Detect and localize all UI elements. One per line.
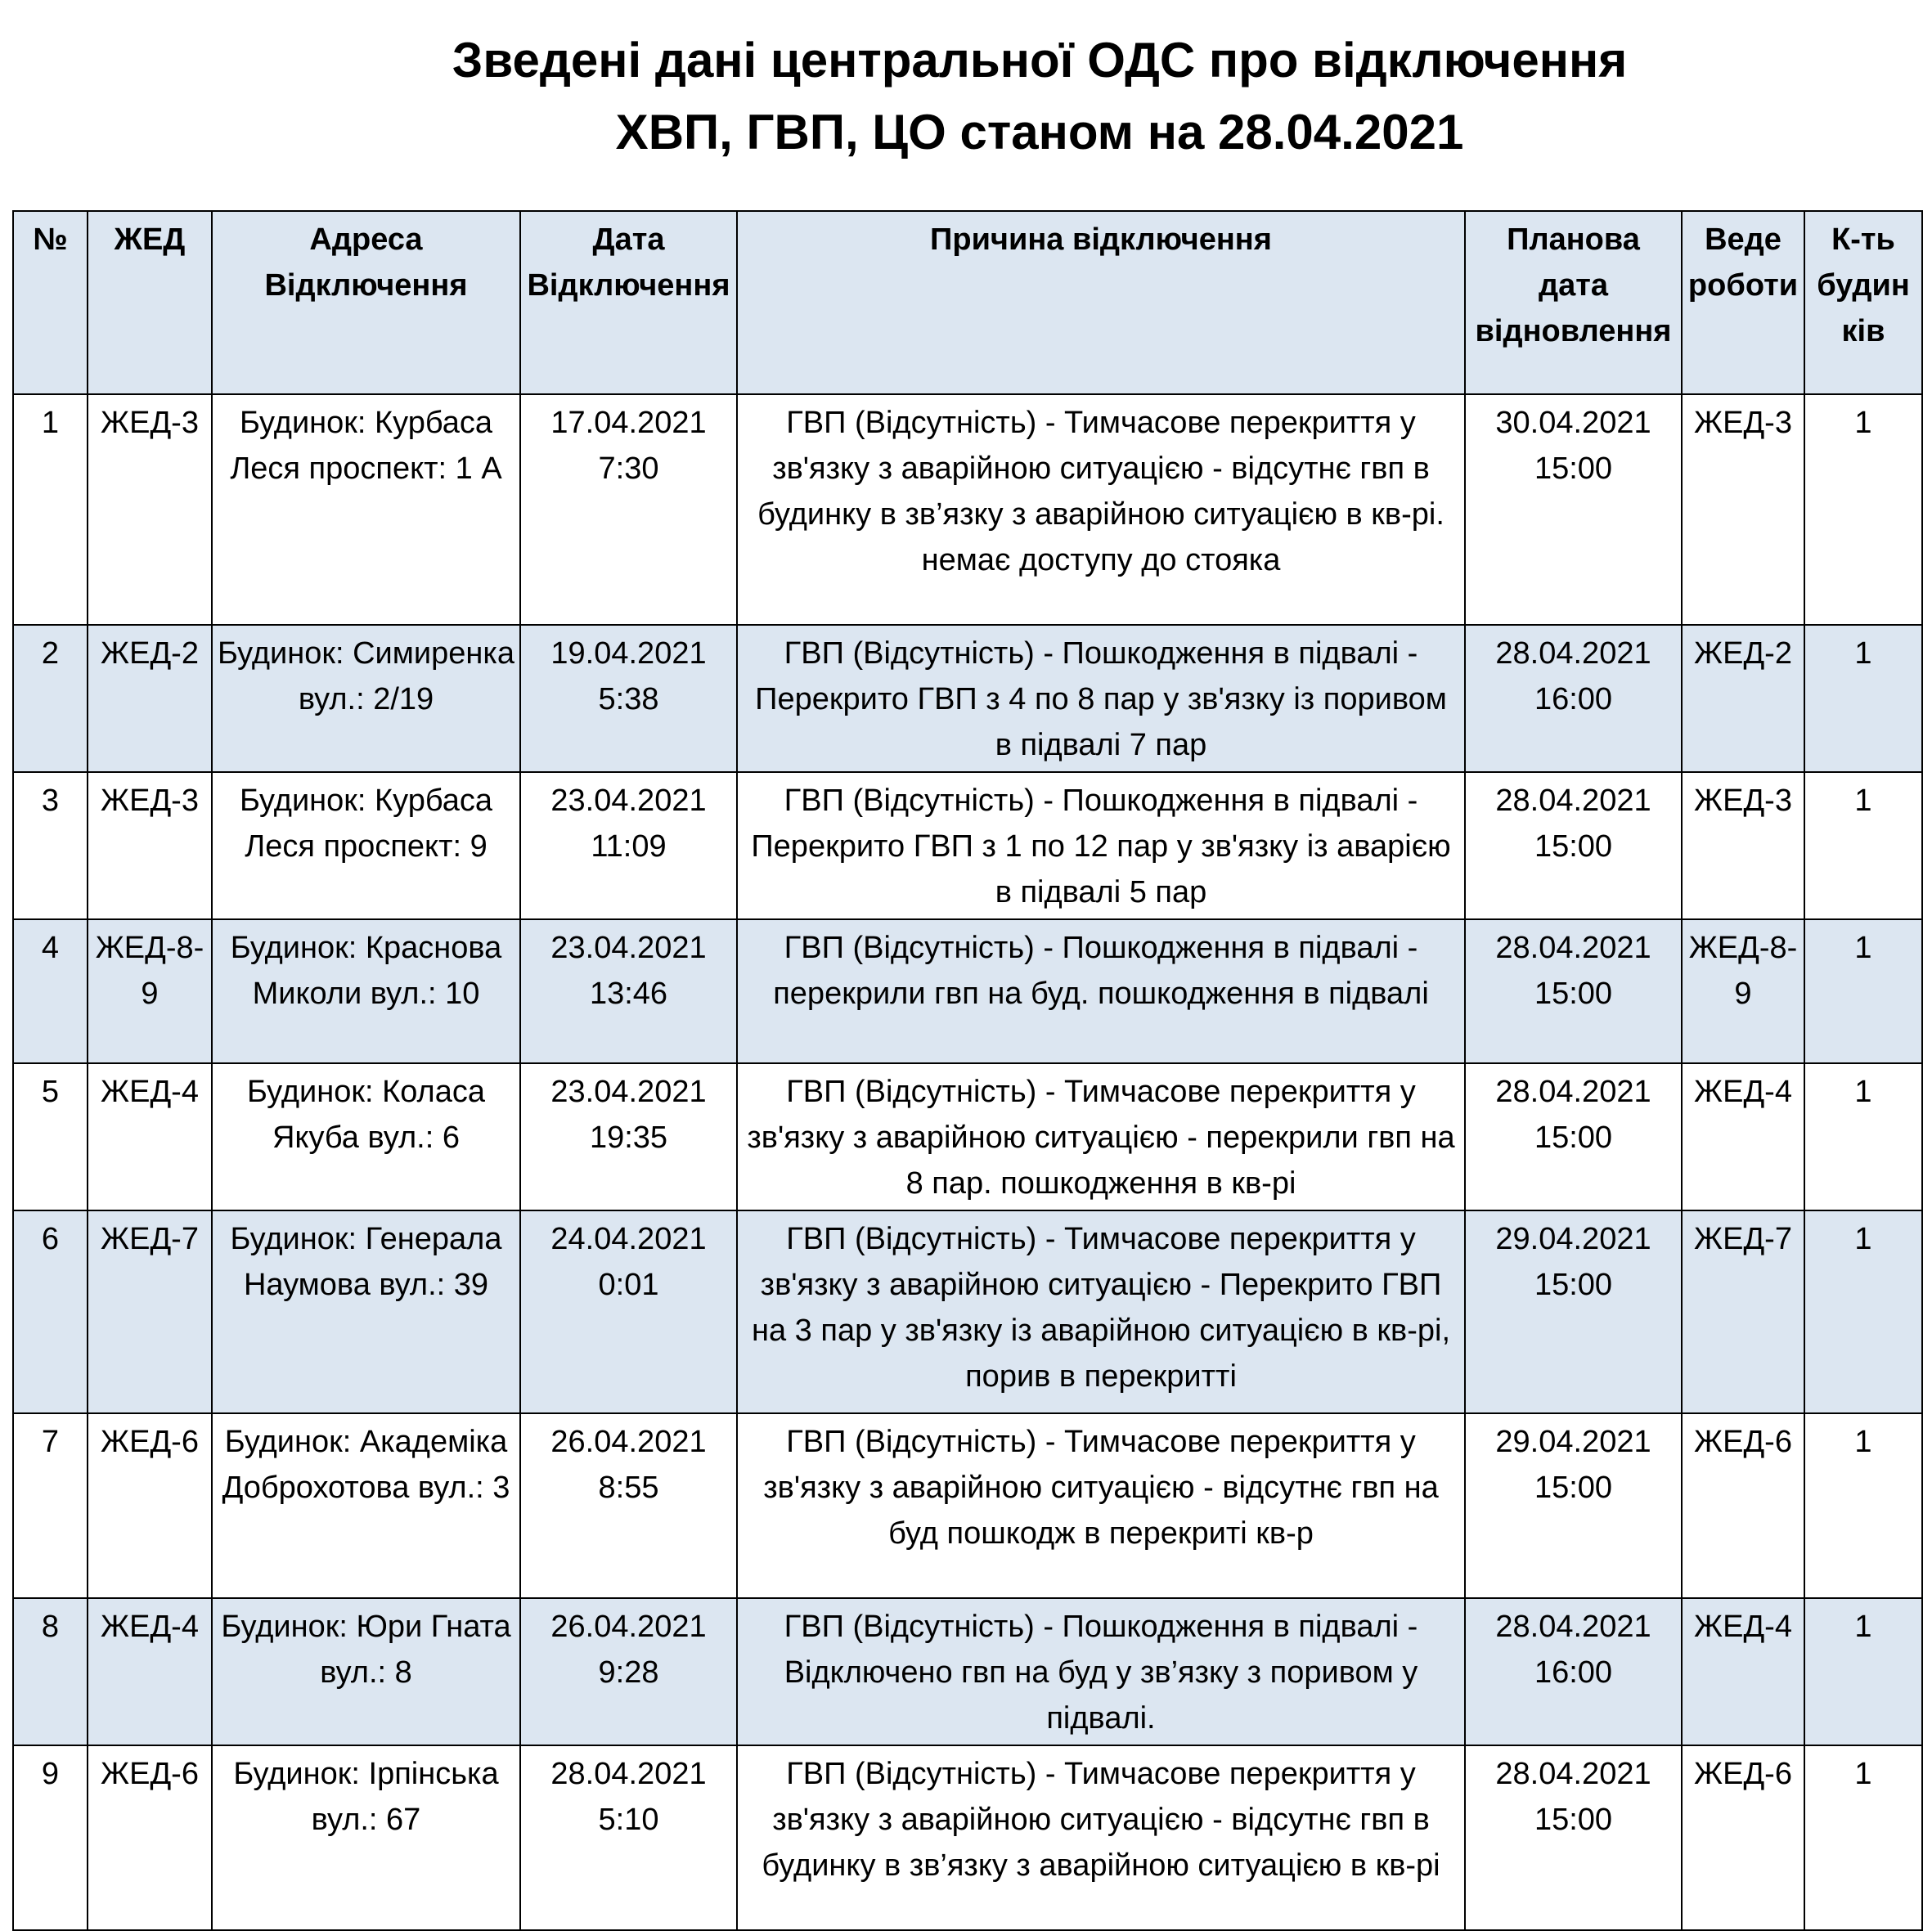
row-restore-time: 15:00 [1534,1268,1613,1302]
row-buildings: 1 [1804,1745,1922,1930]
row-restore-time: 15:00 [1534,829,1613,864]
title-line-1: Зведені дані центральної ОДС про відключення [452,33,1628,88]
row-worker: ЖЕД-8-9 [1682,919,1804,1063]
table-row [13,1210,1922,1413]
row-address: Будинок: Коласа Якуба вул.: 6 [212,1063,520,1210]
row-zhed: ЖЕД-4 [88,1598,212,1745]
row-time: 19:35 [589,1120,668,1155]
row-number: 5 [13,1063,88,1210]
row-number: 9 [13,1745,88,1930]
row-worker: ЖЕД-6 [1682,1413,1804,1598]
title-line-2: ХВП, ГВП, ЦО станом на 28.04.2021 [615,105,1464,159]
row-worker: ЖЕД-3 [1682,394,1804,625]
row-worker: ЖЕД-4 [1682,1598,1804,1745]
header-date-off: Дата Відключення [520,211,737,394]
row-restore-time: 15:00 [1534,977,1613,1011]
row-address: Будинок: Курбаса Леся проспект: 1 А [212,394,520,625]
row-date-off [520,625,737,772]
row-time: 5:10 [598,1803,659,1837]
table-row [13,1413,1922,1598]
header-address: Адреса Відключення [212,211,520,394]
header-worker: Веде роботи [1682,211,1804,394]
row-date-off [520,1598,737,1745]
row-date-off [520,919,737,1063]
row-restore-date: 29.04.2021 [1495,1222,1651,1256]
row-restore-date: 28.04.2021 [1495,931,1651,965]
row-planned-restore [1465,625,1682,772]
row-address: Будинок: Симиренка вул.: 2/19 [212,625,520,772]
row-time: 9:28 [598,1655,659,1690]
row-number: 1 [13,394,88,625]
row-restore-date: 28.04.2021 [1495,1075,1651,1109]
row-date: 23.04.2021 [550,1075,707,1109]
row-buildings: 1 [1804,772,1922,919]
row-date: 28.04.2021 [550,1757,707,1791]
row-date-off [520,772,737,919]
row-reason: ГВП (Відсутність) - Тимчасове перекриття у зв'язку з аварійною ситуацією - відсутнє гвп в будинку в зв’язку з аварійною ситуацією в кв-рі [737,1745,1465,1930]
row-planned-restore [1465,1413,1682,1598]
row-reason: ГВП (Відсутність) - Пошкодження в підвалі - перекрили гвп на буд. пошкодження в підвалі [737,919,1465,1063]
table-row [13,919,1922,1063]
row-zhed: ЖЕД-8-9 [88,919,212,1063]
row-buildings: 1 [1804,919,1922,1063]
outage-table [12,210,1923,1931]
row-worker: ЖЕД-2 [1682,625,1804,772]
header-reason: Причина відключення [737,211,1465,394]
row-address: Будинок: Краснова Миколи вул.: 10 [212,919,520,1063]
row-worker: ЖЕД-3 [1682,772,1804,919]
row-zhed: ЖЕД-2 [88,625,212,772]
row-reason: ГВП (Відсутність) - Тимчасове перекриття у зв'язку з аварійною ситуацією - Перекрито ГВП на 3 пар у зв'язку із аварійною ситуацією в кв-рі, порив в перекритті [737,1210,1465,1413]
row-date: 26.04.2021 [550,1425,707,1459]
row-buildings: 1 [1804,394,1922,625]
table-row [13,625,1922,772]
row-time: 7:30 [598,451,659,486]
table-row [13,394,1922,625]
row-restore-date: 30.04.2021 [1495,406,1651,440]
row-planned-restore [1465,394,1682,625]
row-date-off [520,1063,737,1210]
row-zhed: ЖЕД-7 [88,1210,212,1413]
row-zhed: ЖЕД-6 [88,1745,212,1930]
row-zhed: ЖЕД-6 [88,1413,212,1598]
row-time: 5:38 [598,682,659,716]
row-planned-restore [1465,772,1682,919]
row-number: 8 [13,1598,88,1745]
row-zhed: ЖЕД-3 [88,772,212,919]
row-restore-date: 28.04.2021 [1495,784,1651,818]
row-restore-time: 15:00 [1534,1803,1613,1837]
row-planned-restore [1465,1210,1682,1413]
row-restore-time: 16:00 [1534,682,1613,716]
row-planned-restore [1465,1745,1682,1930]
row-time: 11:09 [591,829,667,864]
row-restore-date: 29.04.2021 [1495,1425,1651,1459]
row-restore-time: 15:00 [1534,451,1613,486]
row-reason: ГВП (Відсутність) - Пошкодження в підвалі - Відключено гвп на буд у зв’язку з поривом у підвалі. [737,1598,1465,1745]
row-reason: ГВП (Відсутність) - Пошкодження в підвалі - Перекрито ГВП з 1 по 12 пар у зв'язку із аварією в підвалі 5 пар [737,772,1465,919]
row-date-off [520,394,737,625]
row-reason: ГВП (Відсутність) - Пошкодження в підвалі - Перекрито ГВП з 4 по 8 пар у зв'язку із поривом в підвалі 7 пар [737,625,1465,772]
row-time: 13:46 [589,977,668,1011]
row-restore-time: 15:00 [1534,1120,1613,1155]
row-worker: ЖЕД-6 [1682,1745,1804,1930]
table-row [13,1745,1922,1930]
row-number: 4 [13,919,88,1063]
row-date-off [520,1413,737,1598]
row-address: Будинок: Курбаса Леся проспект: 9 [212,772,520,919]
row-date: 24.04.2021 [550,1222,707,1256]
row-buildings: 1 [1804,625,1922,772]
row-reason: ГВП (Відсутність) - Тимчасове перекриття у зв'язку з аварійною ситуацією - відсутнє гвп на буд пошкодж в перекриті кв-р [737,1413,1465,1598]
row-date: 17.04.2021 [550,406,707,440]
row-date: 23.04.2021 [550,784,707,818]
row-buildings: 1 [1804,1413,1922,1598]
row-date: 23.04.2021 [550,931,707,965]
row-planned-restore [1465,919,1682,1063]
row-address: Будинок: Юри Гната вул.: 8 [212,1598,520,1745]
table-header-row [13,211,1922,394]
row-address: Будинок: Ірпінська вул.: 67 [212,1745,520,1930]
document-title [0,25,1932,168]
row-date: 26.04.2021 [550,1610,707,1644]
header-zhed: ЖЕД [88,211,212,394]
row-worker: ЖЕД-7 [1682,1210,1804,1413]
row-worker: ЖЕД-4 [1682,1063,1804,1210]
row-restore-date: 28.04.2021 [1495,1757,1651,1791]
row-restore-time: 15:00 [1534,1471,1613,1505]
row-date-off [520,1745,737,1930]
row-buildings: 1 [1804,1210,1922,1413]
row-number: 6 [13,1210,88,1413]
table-row [13,1063,1922,1210]
row-buildings: 1 [1804,1063,1922,1210]
row-number: 3 [13,772,88,919]
table-row [13,772,1922,919]
row-buildings: 1 [1804,1598,1922,1745]
header-buildings: К-ть будинків [1804,211,1922,394]
row-planned-restore [1465,1063,1682,1210]
row-time: 0:01 [598,1268,659,1302]
row-reason: ГВП (Відсутність) - Тимчасове перекриття у зв'язку з аварійною ситуацією - перекрили гвп на 8 пар. пошкодження в кв-рі [737,1063,1465,1210]
header-no: № [13,211,88,394]
row-planned-restore [1465,1598,1682,1745]
row-number: 7 [13,1413,88,1598]
row-zhed: ЖЕД-4 [88,1063,212,1210]
row-restore-time: 16:00 [1534,1655,1613,1690]
row-reason: ГВП (Відсутність) - Тимчасове перекриття у зв'язку з аварійною ситуацією - відсутнє гвп в будинку в зв’язку з аварійною ситуацією в кв-рі. немає доступу до стояка [737,394,1465,625]
row-restore-date: 28.04.2021 [1495,1610,1651,1644]
row-restore-date: 28.04.2021 [1495,636,1651,671]
row-number: 2 [13,625,88,772]
row-address: Будинок: Академіка Доброхотова вул.: 3 [212,1413,520,1598]
row-date: 19.04.2021 [550,636,707,671]
row-address: Будинок: Генерала Наумова вул.: 39 [212,1210,520,1413]
row-time: 8:55 [598,1471,659,1505]
header-planned-restore: Планова дата відновлення [1465,211,1682,394]
table-row [13,1598,1922,1745]
row-date-off [520,1210,737,1413]
row-zhed: ЖЕД-3 [88,394,212,625]
